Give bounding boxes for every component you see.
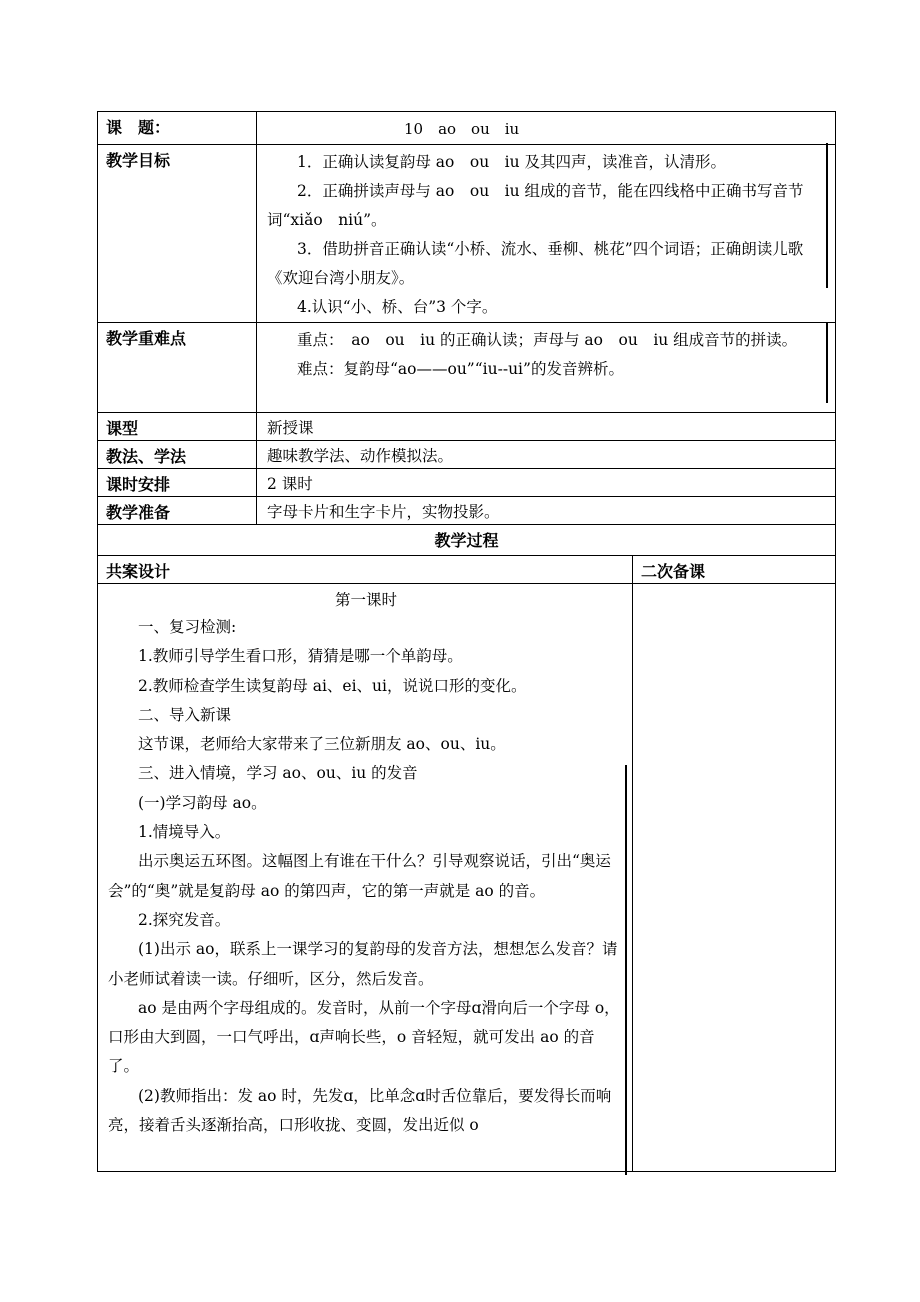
- lesson-paragraph: (1)出示 ao，联系上一课学习的复韵母的发音方法，想想怎么发音？请小老师试着读一读。仔细听，区分，然后发音。: [108, 940, 618, 988]
- lesson-plan-table: [97, 111, 836, 1172]
- lesson-plan-page: [97, 111, 835, 1172]
- title-value: 10 ao ou iu: [257, 112, 836, 145]
- lesson-paragraph: ao 是由两个字母组成的。发音时，从前一个字母ɑ滑向后一个字母 o，口形由大到圆，一口气呼出，ɑ声响长些，o 音轻短，就可发出 ao 的音了。: [108, 998, 620, 1076]
- lesson-paragraph: 2.教师检查学生读复韵母 ai、ei、ui，说说口形的变化。: [138, 676, 527, 695]
- process-header-row: [98, 525, 836, 556]
- lesson-body-row: [98, 584, 836, 1172]
- hours-value: 2 课时: [257, 469, 836, 497]
- objective-item: 1．正确认读复韵母 ao ou iu 及其四声，读准音，认清形。: [297, 153, 727, 171]
- keypoints-cell: [257, 323, 836, 413]
- lesson-paragraph: 出示奥运五环图。这幅图上有谁在干什么？引导观察说话，引出“奥运会”的“奥”就是复韵母 ao 的第四声，它的第一声就是 ao 的音。: [108, 852, 611, 900]
- keypoint-item: 重点： ao ou iu 的正确认读；声母与 ao ou iu 组成音节的拼读。: [297, 331, 798, 349]
- method-label: 教法、学法: [98, 441, 257, 469]
- prep-value: 字母卡片和生字卡片，实物投影。: [257, 497, 836, 525]
- design-header-row: [98, 556, 836, 584]
- objective-item: 2．正确拼读声母与 ao ou iu 组成的音节，能在四线格中正确书写音节词“xiǎo niú”。: [267, 182, 804, 229]
- keypoints-label: 教学重难点: [98, 323, 257, 413]
- lesson-paragraph: 二、导入新课: [138, 705, 232, 724]
- second-prep-content: [633, 584, 836, 1172]
- lesson-paragraph: 2.探究发音。: [138, 910, 231, 929]
- lesson-paragraph: 1.情境导入。: [138, 823, 231, 842]
- lesson-paragraph: 这节课，老师给大家带来了三位新朋友 ao、ou、iu。: [138, 735, 506, 754]
- right-margin-rule-top: [826, 143, 828, 288]
- lesson-paragraph: 1.教师引导学生看口形，猜猜是哪一个单韵母。: [138, 647, 463, 666]
- type-row: [98, 413, 836, 441]
- title-row: [98, 112, 836, 145]
- lesson-paragraph: 三、进入情境，学习 ao、ou、iu 的发音: [138, 764, 418, 783]
- lesson-paragraph: (一)学习韵母 ao。: [138, 793, 267, 812]
- shared-design-label: 共案设计: [98, 556, 633, 584]
- objectives-row: [98, 145, 836, 323]
- hours-row: [98, 469, 836, 497]
- objectives-label: 教学目标: [98, 145, 257, 323]
- objectives-cell: [257, 145, 836, 323]
- lesson-paragraph: 一、复习检测:: [138, 618, 237, 636]
- method-value: 趣味教学法、动作模拟法。: [257, 441, 836, 469]
- type-value: 新授课: [257, 413, 836, 441]
- method-row: [98, 441, 836, 469]
- objective-item: 4.认识“小、桥、台”3 个字。: [297, 298, 498, 316]
- objective-item: 3．借助拼音正确认读“小桥、流水、垂柳、桃花”四个词语；正确朗读儿歌《欢迎台湾小朋友》。: [267, 240, 804, 287]
- keypoint-item: 难点：复韵母“ao——ou”“iu--ui”的发音辨析。: [297, 360, 624, 378]
- lesson-heading: 第一课时: [334, 591, 397, 609]
- second-prep-label: 二次备课: [633, 556, 836, 584]
- prep-row: [98, 497, 836, 525]
- column-rule-inner: [625, 765, 627, 1175]
- right-margin-rule-mid: [826, 323, 828, 403]
- title-label: 课 题：: [98, 112, 257, 145]
- process-label: 教学过程: [98, 525, 836, 556]
- hours-label: 课时安排: [98, 469, 257, 497]
- lesson-paragraph: (2)教师指出：发 ao 时，先发ɑ，比单念ɑ时舌位靠后，要发得长而响亮，接着舌头逐渐抬高，口形收拢、变圆，发出近似 o: [108, 1086, 612, 1135]
- prep-label: 教学准备: [98, 497, 257, 525]
- keypoints-row: [98, 323, 836, 413]
- shared-design-content: [98, 584, 633, 1172]
- type-label: 课型: [98, 413, 257, 441]
